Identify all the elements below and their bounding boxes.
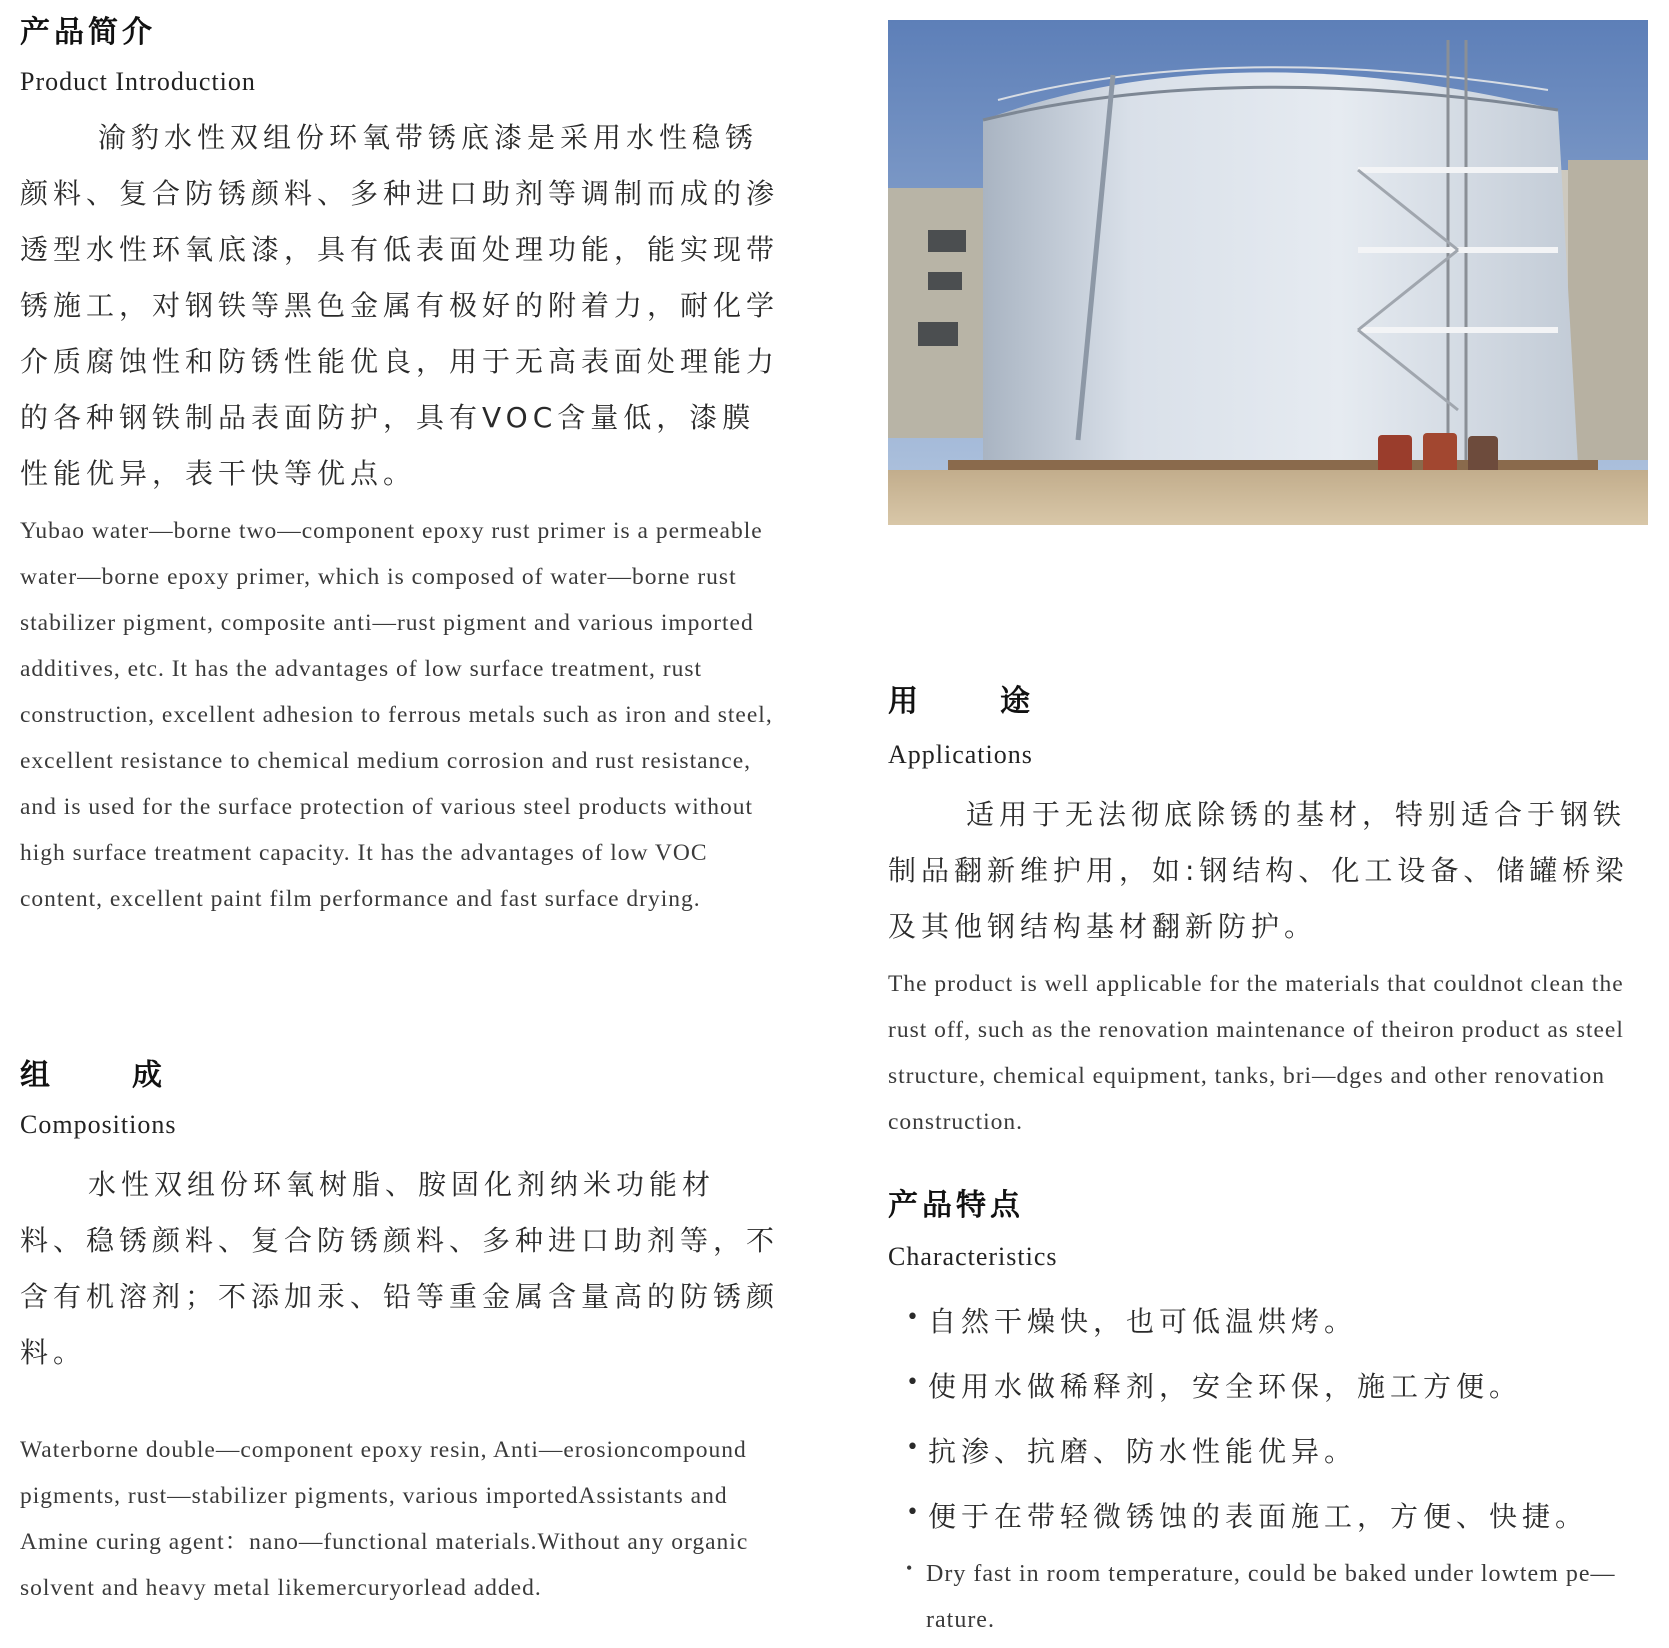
list-item [888,1289,1648,1354]
compositions-section [20,1057,780,1611]
list-item [888,1419,1648,1484]
intro-body-en: Yubao water—borne two—component epoxy rust primer is a permeable water—borne epoxy primer, which is composed of water—borne rust stabilizer pigment, composite anti—rust pigment and various imported additives, etc. It has the advantages of low surface treatment, rust construction, excellent adhesion to ferrous metals such as iron and steel, excellent resistance to chemical medium corrosion and rust resistance, and is used for the surface protection of various steel products without high surface treatment capacity. It has the advantages of low VOC content, excellent paint film performance and fast surface drying. [20,518,773,912]
compositions-title-en: Compositions [20,1110,177,1139]
characteristics-title-en: Characteristics [888,1242,1058,1271]
applications-section [888,683,1648,1145]
intro-title-en: Product Introduction [20,67,256,96]
storage-tank-photo [888,20,1648,525]
compositions-body-zh: 水性双组份环氧树脂、胺固化剂纳米功能材料、稳锈颜料、复合防锈颜料、多种进口助剂等，不含有机溶剂；不添加汞、铅等重金属含量高的防锈颜料。 [20,1168,780,1369]
list-item-text: 抗渗、抗磨、防水性能优异。 [928,1435,1358,1468]
characteristics-item-en [888,1551,1648,1643]
applications-body-zh: 适用于无法彻底除锈的基材，特别适合于钢铁制品翻新维护用，如:钢结构、化工设备、储罐桥梁及其他钢结构基材翻新防护。 [888,798,1629,943]
characteristics-title-zh: 产品特点 [888,1188,1024,1223]
storage-tank-image [888,20,1648,525]
intro-section [20,14,780,922]
list-item [888,1354,1648,1419]
characteristics-list-zh [888,1289,1648,1549]
bullet-icon: • [906,1305,924,1330]
intro-title-zh: 产品简介 [20,15,156,50]
list-item [888,1484,1648,1549]
list-item-text: 自然干燥快，也可低温烘烤。 [928,1305,1358,1338]
list-item-text: 便于在带轻微锈蚀的表面施工，方便、快捷。 [928,1500,1589,1533]
bullet-icon: • [906,1558,914,1578]
compositions-title-zh [20,1057,780,1095]
compositions-title-char-2: 成 [132,1058,166,1093]
intro-body-zh: 渝豹水性双组份环氧带锈底漆是采用水性稳锈颜料、复合防锈颜料、多种进口助剂等调制而成的渗透型水性环氧底漆，具有低表面处理功能，能实现带锈施工，对钢铁等黑色金属有极好的附着力，耐化学介质腐蚀性和防锈性能优良，用于无高表面处理能力的各种钢铁制品表面防护，具有VOC含量低，漆膜性能优异，表干快等优点。 [20,121,780,490]
applications-title-char-2: 途 [1000,684,1034,719]
applications-title-zh [888,683,1648,721]
bullet-icon: • [906,1370,924,1395]
applications-body-en: The product is well applicable for the materials that couldnot clean the rust off, such as the renovation maintenance of theiron product as steel structure, chemical equipment, tanks, bri—dges and other renovation construction. [888,971,1624,1135]
characteristics-section [888,1187,1648,1643]
applications-title-char-1: 用 [888,684,922,719]
bullet-icon: • [906,1435,924,1460]
list-item-text: Dry fast in room temperature, could be baked under lowtem pe—rature. [926,1561,1616,1633]
bullet-icon: • [906,1500,924,1525]
compositions-body-en: Waterborne double—component epoxy resin, Anti—erosioncompound pigments, rust—stabilizer pigments, various importedAssistants and Amine curing agent：nano—functional materials.Without any organic solvent and heavy metal likemercuryorlead added. [20,1437,749,1601]
compositions-title-char-1: 组 [20,1058,54,1093]
list-item-text: 使用水做稀释剂，安全环保，施工方便。 [928,1370,1523,1403]
applications-title-en: Applications [888,740,1033,769]
